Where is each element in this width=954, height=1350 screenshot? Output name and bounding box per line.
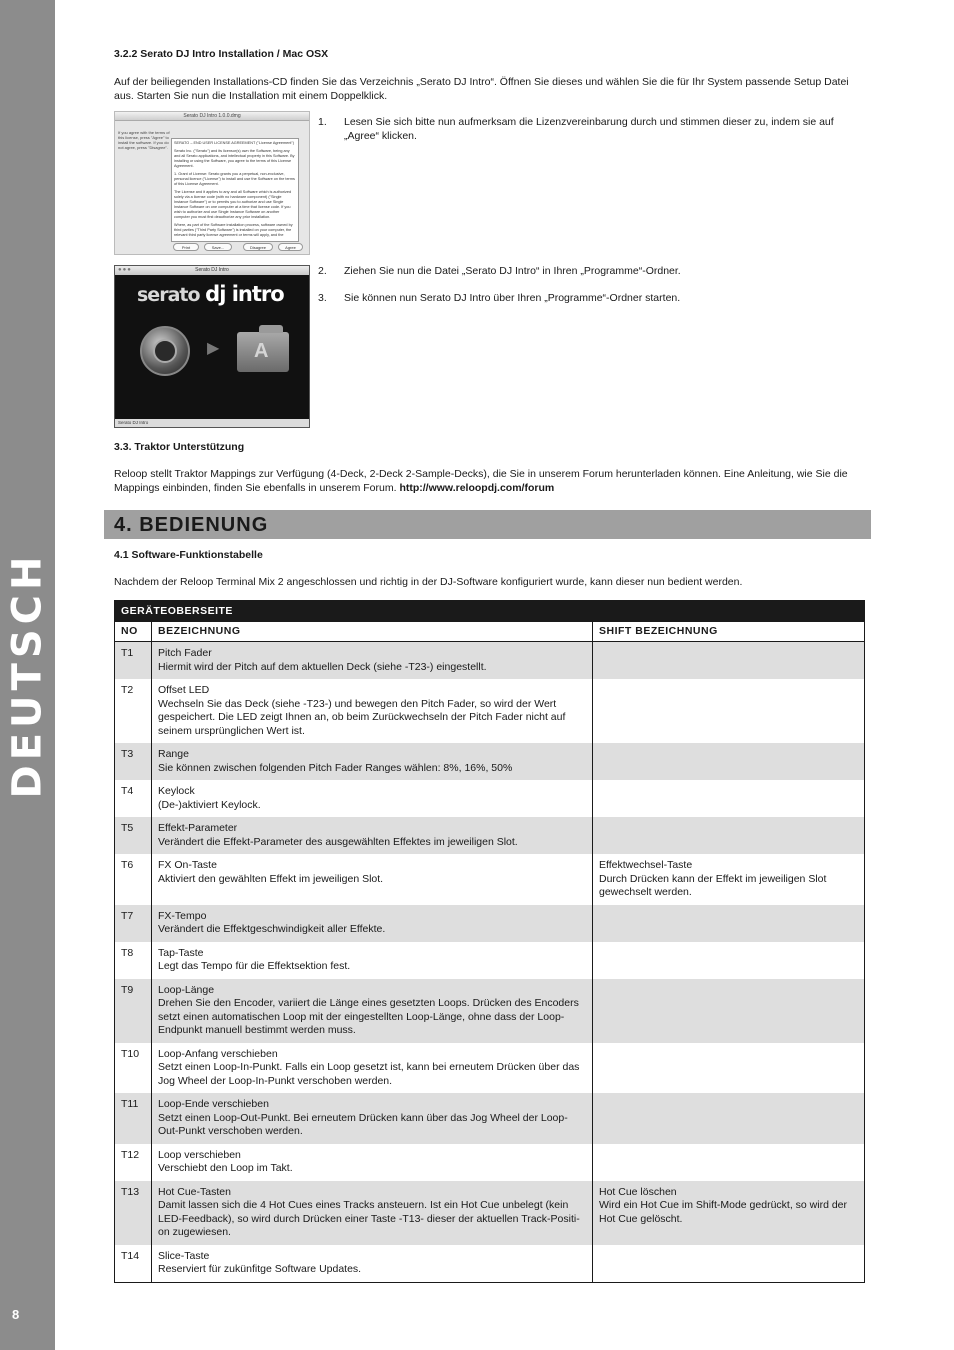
shift-function-name: Hot Cue löschen — [599, 1185, 677, 1198]
control-name: Slice-Taste — [158, 1249, 210, 1262]
row-description-cell — [152, 743, 593, 780]
serato-logo — [137, 282, 284, 306]
control-description: Wechseln Sie das Deck (siehe -T23-) und bewegen den Pitch Fader, so wird der Wert gespeichert. Die LED zeigt Ihnen an, ob beim Zurückwechseln der Pitch Fader nicht auf seinem ursprünglichen Wert ist. — [158, 697, 566, 737]
row-number: T10 — [115, 1043, 152, 1094]
control-name: Loop-Ende verschieben — [158, 1098, 269, 1110]
control-description: Drehen Sie den Encoder, variiert die Länge eines gesetzten Loops. Drücken des Encoders setzt einen automatischen Loop mit der eingestellten Loop-Länge, ohne dass der Loop-Endpunkt manuell bestimmt werden muss. — [158, 997, 579, 1036]
installer-footer: Serato DJ Intro — [115, 419, 309, 427]
install-step — [318, 292, 866, 306]
row-number: T12 — [115, 1144, 152, 1181]
header-no: NO — [115, 622, 152, 642]
row-shift-cell — [593, 642, 865, 680]
row-description-cell — [152, 854, 593, 905]
shift-function-name: Effektwechsel-Taste — [599, 859, 693, 871]
control-description: Setzt einen Loop-In-Punkt. Falls ein Loop gesetzt ist, kann bei erneutem Drücken über das Jog Wheel der Loop-In-Punkt verschoben werden. — [158, 1061, 580, 1087]
table-row — [115, 817, 865, 854]
table-row — [115, 854, 865, 905]
row-number: T3 — [115, 743, 152, 780]
header-shift: SHIFT BEZEICHNUNG — [593, 622, 865, 642]
row-number: T5 — [115, 817, 152, 854]
table-row — [115, 1245, 865, 1283]
control-description: Setzt einen Loop-Out-Punkt. Bei erneutem Drücken kann über das Jog Wheel der Loop-Out-Punkt verschoben werden. — [158, 1111, 568, 1137]
table-row — [115, 1093, 865, 1144]
row-number: T14 — [115, 1245, 152, 1283]
control-name: Loop verschieben — [158, 1148, 241, 1161]
control-name: Keylock — [158, 785, 195, 797]
row-shift-cell — [593, 942, 865, 979]
row-shift-cell — [593, 817, 865, 854]
row-description-cell — [152, 780, 593, 817]
row-number: T7 — [115, 905, 152, 942]
row-shift-cell — [593, 979, 865, 1043]
control-description: Verschiebt den Loop im Takt. — [158, 1162, 293, 1174]
install-intro: Auf der beiliegenden Installations-CD finden Sie das Verzeichnis „Serato DJ Intro“. Öffnen Sie dieses und wählen Sie die für Ihr System passende Setup Datei aus. Starten Sie nun die Installation mit einem Doppelklick. — [114, 76, 849, 102]
row-shift-cell — [593, 1144, 865, 1181]
control-name: Effekt-Parameter — [158, 822, 238, 834]
window-controls-icon: ●●● — [118, 267, 132, 273]
control-name: Tap-Taste — [158, 946, 204, 959]
control-description: Damit lassen sich die 4 Hot Cues eines Tracks ansteuern. Ist ein Hot Cue unbelegt (kein LED-Feedback), so wird durch Drücken einer Taste -T13- dieser der aktuellen Track-Positi-on zugewiesen. — [158, 1199, 580, 1238]
table-row — [115, 905, 865, 942]
step-number: 2. — [318, 265, 327, 277]
section-title: 4. BEDIENUNG — [114, 514, 269, 536]
row-shift-cell — [593, 679, 865, 743]
control-name: Loop-Anfang verschieben — [158, 1047, 278, 1060]
license-paragraph: Serato Inc. ("Serato") and its licensor(s) own the Software, being any and all Serato applications, and intellectual property in this Software. By installing or using the Software, you agree to the terms of this License Agreement. — [174, 149, 295, 168]
forum-link[interactable]: http://www.reloopdj.com/forum — [399, 481, 555, 494]
control-description: Reserviert für zukünfitge Software Updates. — [158, 1263, 362, 1275]
control-description: Legt das Tempo für die Effektsektion fest. — [158, 960, 351, 972]
dialog-titlebar: Serato DJ Intro 1.0.0.dmg — [115, 112, 309, 121]
row-shift-cell — [593, 780, 865, 817]
row-description-cell — [152, 1181, 593, 1245]
license-paragraph: Where, as part of the Software installation process, software owned by third parties ("Third Party Software") is installed on your computer, the relevant third party license agreement or terms will apply, and the — [174, 223, 293, 237]
row-number: T2 — [115, 679, 152, 743]
row-description-cell — [152, 942, 593, 979]
logo-text-light: serato — [137, 284, 200, 306]
logo-text-bold: dj intro — [205, 282, 284, 306]
language-label: DEUTSCH — [4, 551, 51, 799]
row-number: T4 — [115, 780, 152, 817]
row-shift-cell — [593, 743, 865, 780]
page-number: 8 — [12, 1307, 20, 1322]
row-shift-cell — [593, 1043, 865, 1094]
function-table — [114, 600, 865, 1283]
row-description-cell — [152, 1043, 593, 1094]
disagree-button: Disagree — [243, 243, 273, 251]
row-description-cell — [152, 905, 593, 942]
table-row — [115, 679, 865, 743]
section-header-bar — [104, 510, 871, 539]
control-name: Hot Cue-Tasten — [158, 1185, 231, 1198]
table-row — [115, 942, 865, 979]
control-description: Verändert die Effekt-Parameter des ausgewählten Effektes im jeweiligen Slot. — [158, 835, 518, 848]
license-title: SERATO – END USER LICENSE AGREEMENT ("License Agreement") — [174, 141, 295, 145]
dialog-note: If you agree with the terms of this license, press "Agree" to install the software. If you do not agree, press "Disagree". — [118, 130, 170, 150]
row-description-cell — [152, 1144, 593, 1181]
applications-folder-icon: A — [237, 332, 289, 372]
agree-button: Agree — [278, 243, 303, 251]
control-name: FX-Tempo — [158, 909, 207, 922]
row-shift-cell — [593, 1093, 865, 1144]
row-number: T8 — [115, 942, 152, 979]
save-button: Save... — [204, 243, 232, 251]
install-step — [318, 265, 866, 279]
drag-arrow-icon: ▶ — [207, 340, 220, 357]
table-header-row — [115, 622, 865, 642]
header-name: BEZEICHNUNG — [152, 622, 593, 642]
step-text: Sie können nun Serato DJ Intro über Ihren „Programme“-Ordner starten. — [344, 292, 681, 304]
row-shift-cell — [593, 854, 865, 905]
shift-function-description: Wird ein Hot Cue im Shift-Mode gedrückt, so wird der Hot Cue gelöscht. — [599, 1199, 848, 1225]
row-description-cell — [152, 817, 593, 854]
row-description-cell — [152, 979, 593, 1043]
dialog-buttons — [173, 243, 303, 252]
license-paragraph: 1. Grant of License: Serato grants you a perpetual, non-exclusive, personal licence ("License") to install and use the Software on the terms of this License Agreement. — [174, 172, 295, 186]
table-row — [115, 1144, 865, 1181]
row-number: T13 — [115, 1181, 152, 1245]
table-row — [115, 642, 865, 680]
table-row — [115, 743, 865, 780]
installer-titlebar — [115, 266, 309, 275]
function-table-heading: 4.1 Software-Funktionstabelle — [114, 549, 263, 561]
table-row — [115, 979, 865, 1043]
traktor-text: Reloop stellt Traktor Mappings zur Verfügung (4-Deck, 2-Deck 2-Sample-Decks), die Sie in unserem Forum herunterladen können. Eine Anleitung, wie Sie die Mappings einbinden, finden Sie ebenfalls in unserem Forum. — [114, 468, 848, 494]
row-number: T9 — [115, 979, 152, 1043]
function-table-intro: Nachdem der Reloop Terminal Mix 2 angeschlossen und richtig in der DJ-Software konfiguriert wurde, kann dieser nun bedient werden. — [114, 576, 743, 588]
row-shift-cell — [593, 905, 865, 942]
control-description: Verändert die Effektgeschwindigkeit aller Effekte. — [158, 923, 386, 935]
installer-title: Serato DJ Intro — [195, 267, 229, 273]
control-description: (De-)aktiviert Keylock. — [158, 798, 261, 811]
control-description: Hiermit wird der Pitch auf dem aktuellen Deck (siehe -T23-) eingestellt. — [158, 660, 487, 673]
row-description-cell — [152, 1245, 593, 1283]
install-steps-first — [318, 116, 866, 157]
control-name: Loop-Länge — [158, 983, 215, 996]
step-text: Lesen Sie sich bitte nun aufmerksam die Lizenzvereinbarung durch und stimmen dieser zu, indem sie auf „Agree“ klicken. — [344, 116, 834, 142]
step-number: 1. — [318, 116, 327, 128]
traktor-paragraph — [114, 468, 866, 495]
license-dialog-screenshot — [114, 111, 310, 255]
row-number: T1 — [115, 642, 152, 680]
table-caption: GERÄTEOBERSEITE — [115, 601, 865, 622]
table-row — [115, 1181, 865, 1245]
language-sidebar — [0, 0, 55, 1350]
installer-window-screenshot — [114, 265, 310, 428]
print-button: Print — [173, 243, 199, 251]
table-row — [115, 1043, 865, 1094]
license-paragraph: The License and it applies to any and all Software which is authorized solely via a license code (with no hardware component) ("Single Instance Software") or to permits you to authorize and use Single Instance Software on one computer at a time that license code. If you wish to authorize and use Single Instance Software on another computer you must first deauthorize any prior installation. — [174, 190, 292, 219]
row-number: T11 — [115, 1093, 152, 1144]
control-description: Aktiviert den gewählten Effekt im jeweiligen Slot. — [158, 872, 384, 885]
row-shift-cell — [593, 1181, 865, 1245]
control-name: FX On-Taste — [158, 859, 217, 871]
shift-function-description: Durch Drücken kann der Effekt im jeweiligen Slot gewechselt werden. — [599, 872, 827, 898]
control-description: Sie können zwischen folgenden Pitch Fader Ranges wählen: 8%, 16%, 50% — [158, 761, 513, 774]
control-name: Pitch Fader — [158, 647, 212, 659]
control-name: Range — [158, 748, 189, 760]
traktor-heading: 3.3. Traktor Unterstützung — [114, 441, 245, 453]
row-description-cell — [152, 1093, 593, 1144]
control-name: Offset LED — [158, 684, 210, 696]
row-description-cell — [152, 642, 593, 680]
app-disk-icon — [140, 326, 190, 376]
row-shift-cell — [593, 1245, 865, 1283]
step-number: 3. — [318, 292, 327, 304]
install-steps-rest — [318, 265, 866, 319]
table-row — [115, 780, 865, 817]
step-text: Ziehen Sie nun die Datei „Serato DJ Intro“ in Ihren „Programme“-Ordner. — [344, 265, 681, 277]
install-step — [318, 116, 866, 143]
row-number: T6 — [115, 854, 152, 905]
install-heading: 3.2.2 Serato DJ Intro Installation / Mac OSX — [114, 48, 329, 60]
license-text-box — [171, 138, 299, 242]
row-description-cell — [152, 679, 593, 743]
